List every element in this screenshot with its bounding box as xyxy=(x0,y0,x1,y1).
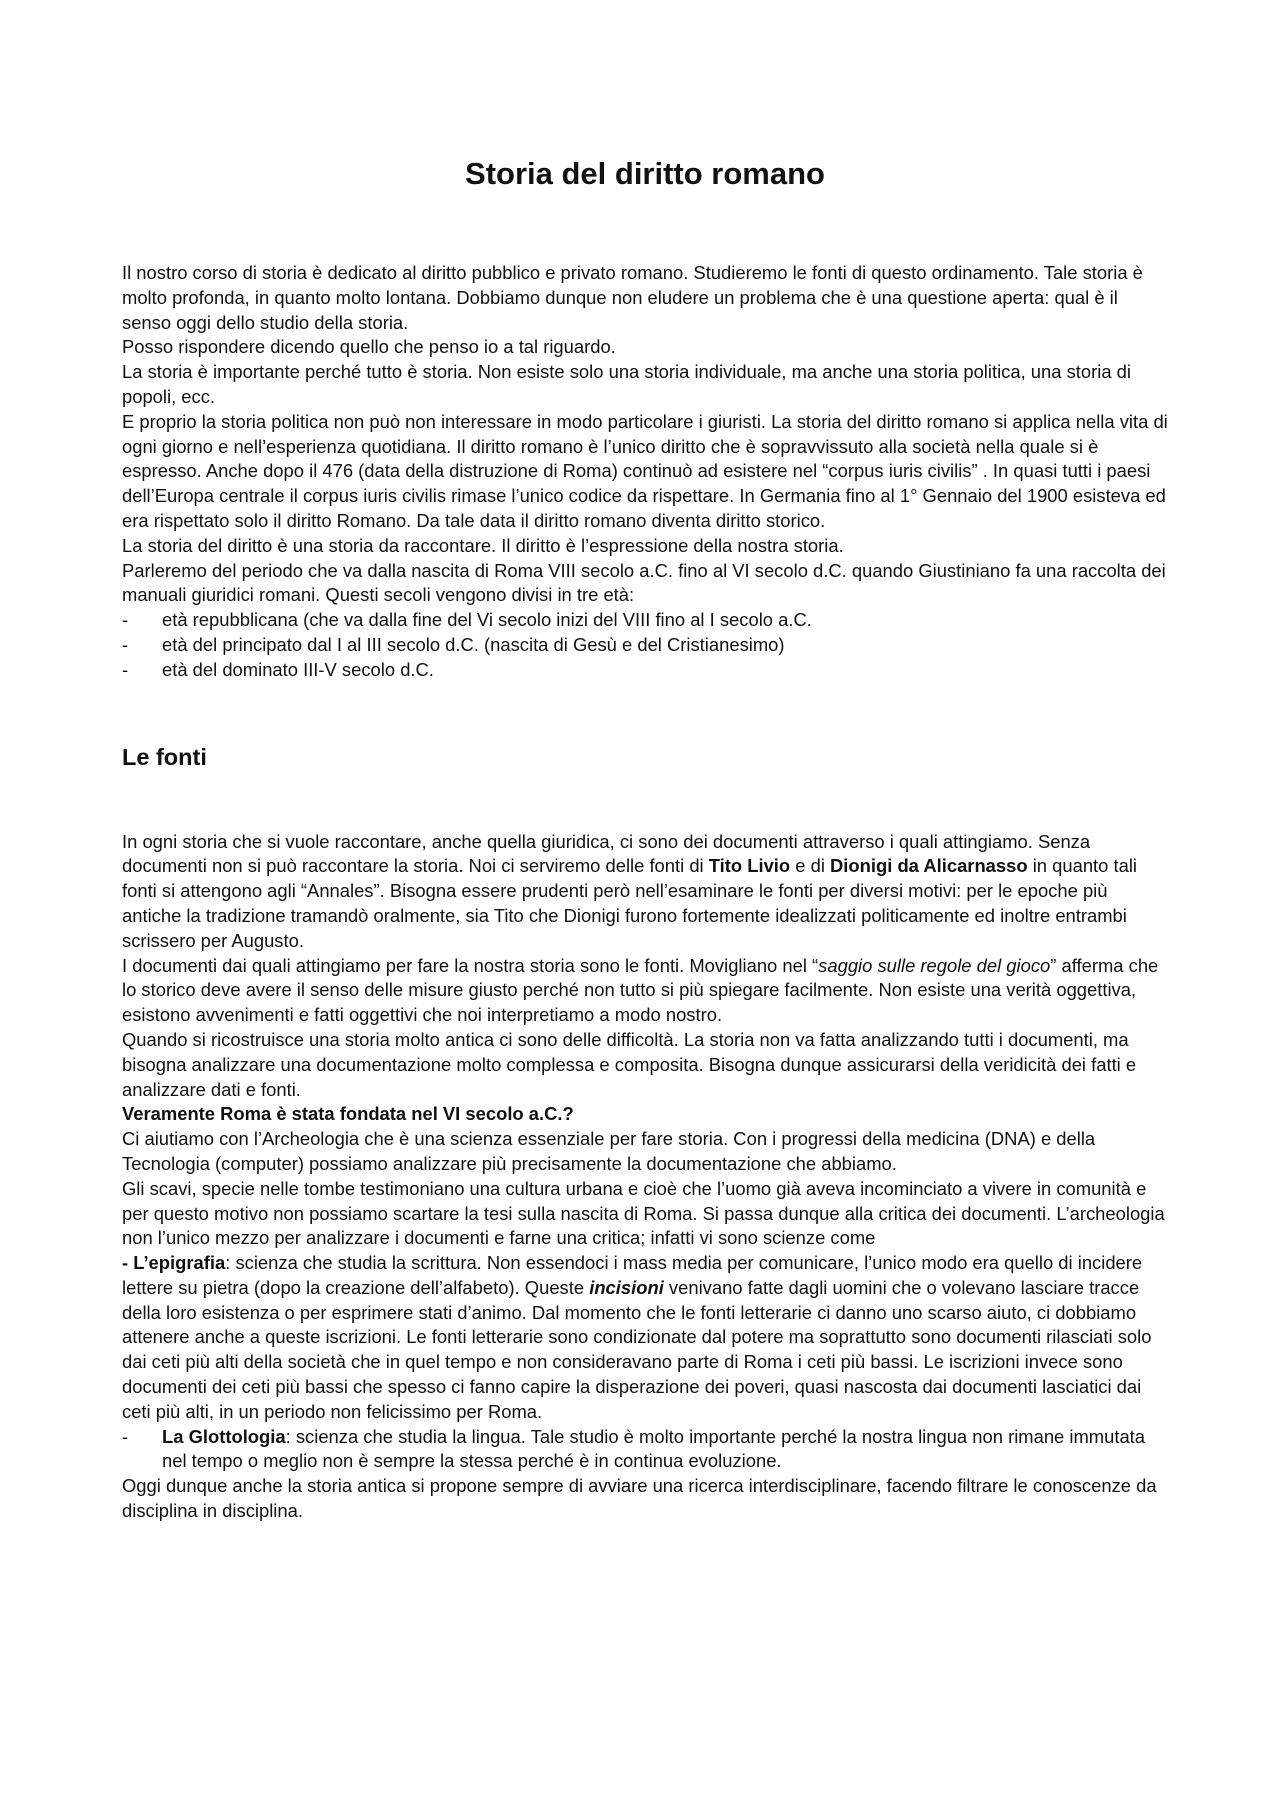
list-dash: - xyxy=(122,1425,129,1447)
text-run: I documenti dai quali attingiamo per fare la nostra storia sono le fonti. Movigliano nel “ xyxy=(122,954,819,976)
fonti-paragraph-2 xyxy=(122,954,1168,1028)
list-item-age-3 xyxy=(122,658,1168,683)
fonti-paragraph-1 xyxy=(122,830,1168,954)
intro-paragraph-2: Posso rispondere dicendo quello che penso io a tal riguardo. xyxy=(122,336,616,358)
fonti-paragraph-6: Oggi dunque anche la storia antica si propone sempre di avviare una ricerca interdisciplinare, facendo filtrare le conoscenze da disciplina in disciplina. xyxy=(122,1475,1157,1522)
text-run: ” afferma che lo storico deve avere il senso delle misure giusto perché non tutto si più spiegare facilmente. Non esiste una verità oggettiva, esistono avvenimenti e fatti oggettivi che noi interpretiamo a modo nostro. xyxy=(122,954,1159,1026)
fonti-question xyxy=(122,1102,1168,1127)
list-dash: - xyxy=(122,609,129,631)
bold-term-epigrafia: - L’epigrafia xyxy=(122,1252,226,1274)
italic-title: saggio sulle regole del gioco xyxy=(818,954,1051,976)
list-item-age-1 xyxy=(122,608,1168,633)
bold-name-tito-livio: Tito Livio xyxy=(708,855,791,877)
fonti-paragraph-4: Ci aiutiamo con l’Archeologia che è una scienza essenziale per fare storia. Con i progressi della medicina (DNA) e della Tecnologia (computer) possiamo analizzare più precisamente la documentazione che abbiamo. xyxy=(122,1128,1096,1174)
fonti-paragraph-5: Gli scavi, specie nelle tombe testimoniano una cultura urbana e cioè che l’uomo già aveva incominciato a vivere in comunità e per questo motivo non possiamo scartare la tesi sulla nascita di Roma. Si passa dunque alla critica dei documenti. L’archeologia non l’unico mezzo per analizzare i documenti e farne una critica; infatti vi sono scienze come xyxy=(122,1177,1165,1249)
list-item-text: età del dominato III-V secolo d.C. xyxy=(162,658,434,680)
text-run: : scienza che studia la lingua. Tale studio è molto importante perché la nostra lingua non rimane immutata nel tempo o meglio non è sempre la stessa perché è in continua evoluzione. xyxy=(162,1425,1146,1472)
italic-run: incisioni xyxy=(589,1276,664,1298)
intro-section xyxy=(122,261,1168,683)
fonti-paragraph-3: Quando si ricostruisce una storia molto antica ci sono delle difficoltà. La storia non va fatta analizzando tutti i documenti, ma bisogna analizzare una documentazione molto complessa e composita. Bisogna dunque assicurarsi della veridicità dei fatti e analizzare dati e fonti. xyxy=(122,1028,1137,1100)
document-title: Storia del diritto romano xyxy=(465,156,825,191)
list-item-glottologia xyxy=(122,1425,1168,1475)
intro-paragraph-4: E proprio la storia politica non può non interessare in modo particolare i giuristi. La storia del diritto romano si applica nella vita di ogni giorno e nell’esperienza quotidiana. Il diritto romano è l’unico diritto che è sopravvissuto alla società nella quale si è espresso. Anche dopo il 476 (data della distruzione di Roma) continuò ad esistere nel “corpus iuris civilis” . In quasi tutti i paesi dell’Europa centrale il corpus iuris civilis rimase l’unico codice da rispettare. In Germania fino al 1° Gennaio del 1900 esisteva ed era rispettato solo il diritto Romano. Da tale data il diritto romano diventa diritto storico. xyxy=(122,410,1168,531)
bold-term-glottologia: La Glottologia xyxy=(162,1425,286,1447)
list-item-age-2 xyxy=(122,633,1168,658)
list-item-text: età del principato dal I al III secolo d.C. (nascita di Gesù e del Cristianesimo) xyxy=(162,633,785,655)
text-run: in quanto tali fonti si attengono agli “Annales”. Bisogna essere prudenti però nell’esaminare le fonti per diversi motivi: per le epoche più antiche la tradizione tramandò oralmente, sia Tito che Dionigi furono fortemente idealizzati politicamente ed inoltre entrambi scrissero per Augusto. xyxy=(122,855,1138,951)
list-dash: - xyxy=(122,633,129,655)
list-dash: - xyxy=(122,658,129,680)
intro-paragraph-3: La storia è importante perché tutto è storia. Non esiste solo una storia individuale, ma anche una storia politica, una storia di popoli, ecc. xyxy=(122,361,1131,407)
section-heading-le-fonti: Le fonti xyxy=(122,743,207,770)
bold-name-dionigi: Dionigi da Alicarnasso xyxy=(830,855,1028,877)
bold-italic-incisioni xyxy=(589,1277,664,1298)
text-run: e di xyxy=(790,855,831,877)
text-run: : scienza che studia la scrittura. Non essendoci i mass media per comunicare, l’unico modo era quello di incidere lettere su pietra (dopo la creazione dell’alfabeto). Queste xyxy=(122,1252,1143,1298)
intro-paragraph-6: Parleremo del periodo che va dalla nascita di Roma VIII secolo a.C. fino al VI secolo d.C. quando Giustiniano fa una raccolta dei manuali giuridici romani. Questi secoli vengono divisi in tre età: xyxy=(122,559,1166,606)
text-run: venivano fatte dagli uomini che o volevano lasciare tracce della loro esistenza o per esprimere stati d’animo. Dal momento che le fonti letterarie ci danno uno scarso aiuto, ci dobbiamo attenere anche a queste iscrizioni. Le fonti letterarie sono condizionate dal potere ma soprattutto sono documenti rilasciati solo dai ceti più alti della società che in quel tempo e non consideravano parte di Roma i ceti più bassi. Le iscrizioni invece sono documenti dei ceti più bassi che spesso ci fanno capire la disperazione dei poveri, quasi nascosta dai documenti lasciatici dai ceti più alti, in un periodo non felicissimo per Roma. xyxy=(122,1276,1152,1422)
intro-paragraph-5: La storia del diritto è una storia da raccontare. Il diritto è l’espressione della nostra storia. xyxy=(122,534,844,556)
list-item-text xyxy=(162,1425,1168,1475)
text-run: In ogni storia che si vuole raccontare, anche quella giuridica, ci sono dei documenti attraverso i quali attingiamo. Senza documenti non si può raccontare la storia. Noi ci serviremo delle fonti di xyxy=(122,830,1091,877)
fonti-epigrafia xyxy=(122,1251,1168,1425)
bold-question: Veramente Roma è stata fondata nel VI secolo a.C.? xyxy=(122,1103,574,1125)
intro-paragraph-1: Il nostro corso di storia è dedicato al diritto pubblico e privato romano. Studieremo le fonti di questo ordinamento. Tale storia è molto profonda, in quanto molto lontana. Dobbiamo dunque non eludere un problema che è una questione aperta: qual è il senso oggi dello studio della storia. xyxy=(122,262,1143,333)
list-item-text: età repubblicana (che va dalla fine del Vi secolo inizi del VIII fino al I secolo a.C. xyxy=(162,609,812,631)
fonti-section xyxy=(122,830,1168,1524)
